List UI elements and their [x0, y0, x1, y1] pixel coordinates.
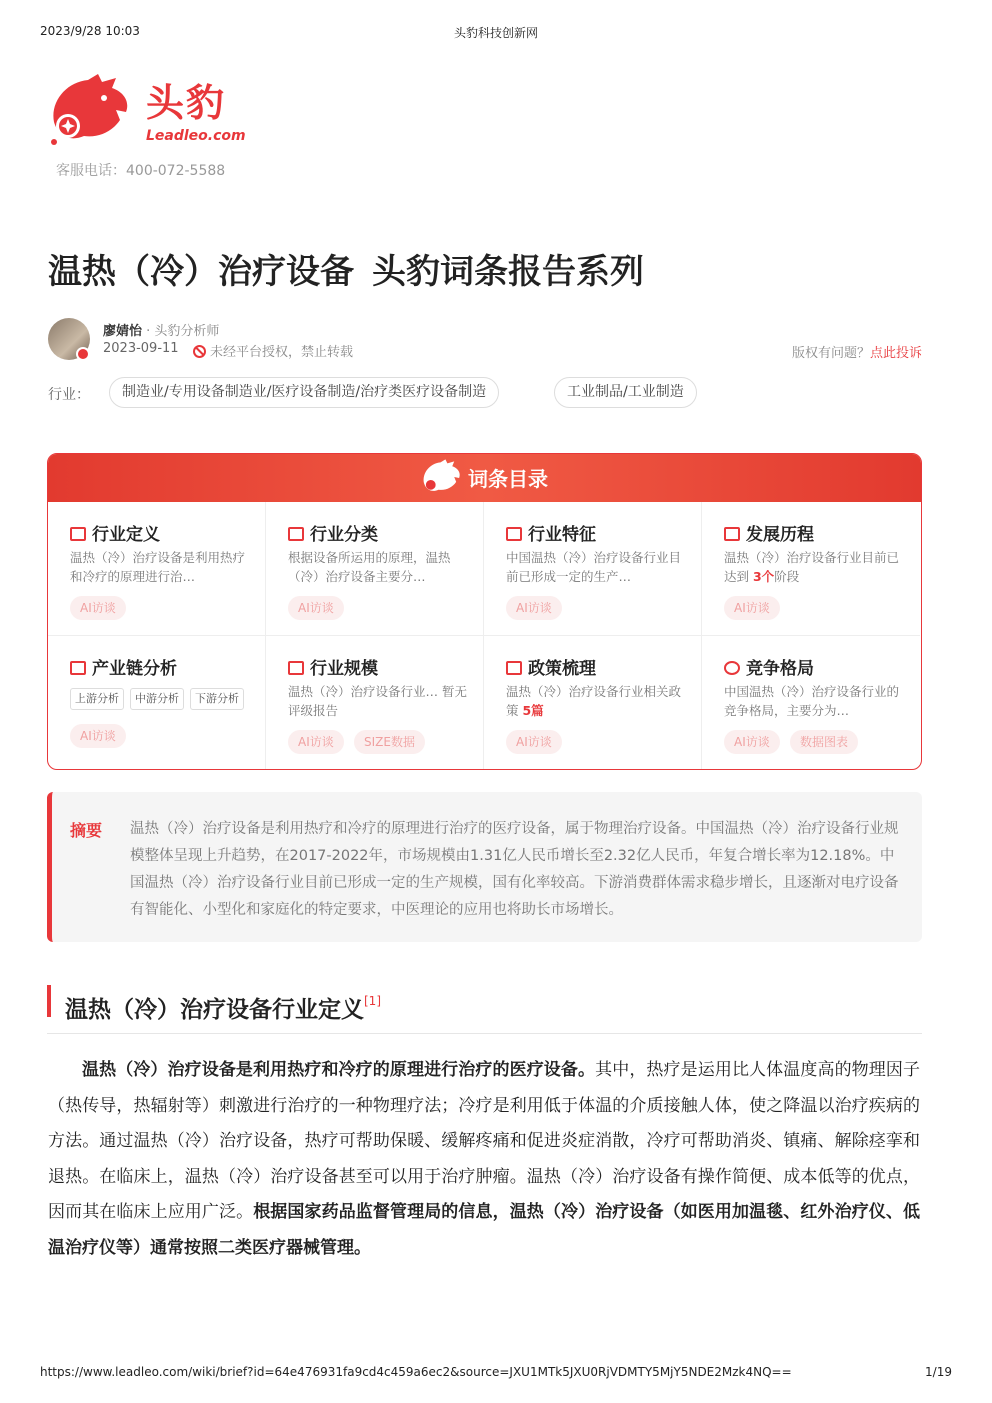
toc-item-features[interactable] — [484, 502, 702, 636]
ai-interview-chip[interactable]: AI访谈 — [724, 596, 780, 620]
avatar-badge-icon — [76, 347, 90, 361]
ai-interview-chip[interactable]: AI访谈 — [724, 730, 780, 754]
title-series: 头豹词条报告系列 — [372, 252, 644, 292]
toc-item-desc: 根据设备所运用的原理，温热（冷）治疗设备主要分… — [288, 550, 451, 584]
toc-item-title: 行业分类 — [310, 525, 378, 545]
author-name[interactable]: 廖婧怡 — [103, 324, 143, 339]
toc-item-title: 行业特征 — [528, 525, 596, 545]
footnote-ref[interactable]: [1] — [364, 994, 381, 1008]
brand-name-en: Leadleo.com — [146, 128, 246, 144]
toc-item-desc: 温热（冷）治疗设备行业目前已达到 3个阶段 — [724, 550, 900, 584]
leopard-logo-icon — [420, 458, 464, 498]
print-datetime: 2023/9/28 10:03 — [40, 24, 140, 38]
paragraph-body: 其中，热疗是运用比人体温度高的物理因子（热传导，热辐射等）刺激进行治疗的一种物理疗法；冷疗是利用低于体温的介质接触人体，使之降温以治疗疾病的方法。通过温热（冷）治疗设备，热疗可帮助保暖、缓解疼痛和促进炎症消散，冷疗可帮助消炎、镇痛、解除痉挛和退热。在临床上，温热（冷）治疗设备甚至可以用于治疗肿瘤。温热（冷）治疗设备有操作简便、成本低等的优点，因而其在临床上应用广泛。 — [48, 1060, 920, 1222]
ai-interview-chip[interactable]: AI访谈 — [506, 730, 562, 754]
industry-tag[interactable]: 制造业/专用设备制造业/医疗设备制造/治疗类医疗设备制造 — [109, 377, 499, 408]
industry-label: 行业： — [48, 387, 90, 403]
ai-interview-chip[interactable]: AI访谈 — [70, 724, 126, 748]
bar-chart-icon — [288, 661, 304, 675]
author-role: · 头豹分析师 — [142, 324, 220, 339]
search-doc-icon — [70, 527, 86, 541]
toc-item-title: 发展历程 — [746, 525, 814, 545]
data-chart-chip[interactable]: 数据图表 — [790, 730, 858, 754]
toc-item-title: 政策梳理 — [528, 659, 596, 679]
toc-item-competition[interactable] — [702, 636, 920, 770]
page-url: https://www.leadleo.com/wiki/brief?id=64e476931fa9cd4c459a6ec2&source=JXU1MTk5JXU0RjVDMTY5MjY5NDE2Mzk4NQ== — [40, 1365, 792, 1379]
brand-name-cn: 头豹 — [146, 81, 227, 125]
midstream-tag[interactable]: 中游分析 — [130, 688, 184, 710]
leopard-logo-icon — [46, 72, 136, 152]
summary-text: 温热（冷）治疗设备是利用热疗和冷疗的原理进行治疗的医疗设备，属于物理治疗设备。中国温热（冷）治疗设备行业规模整体呈现上升趋势，在2017-2022年，市场规模由1.31亿人民币增长至2.32亿人民币，年复合增长率为12.18%。中国温热（冷）治疗设备行业目前已形成一定的生产规模，国有化率较高。下游消费群体需求稳步增长，且逐渐对电疗设备有智能化、小型化和家庭化的特定要求，中医理论的应用也将助长市场增长。 — [130, 821, 899, 918]
publish-date: 2023-09-11 — [103, 341, 179, 356]
paragraph-bold-tail: 根据国家药品监督管理局的信息，温热（冷）治疗设备（如医用加温毯、红外治疗仪、低温治疗仪等）通常按照二类医疗器械管理。 — [48, 1202, 921, 1258]
repost-notice-text: 未经平台授权，禁止转载 — [210, 345, 354, 360]
summary-label: 摘要 — [70, 821, 103, 840]
paragraph-bold-lead: 温热（冷）治疗设备是利用热疗和冷疗的原理进行治疗的医疗设备。 — [82, 1060, 596, 1080]
timeline-icon — [724, 527, 740, 541]
toc-item-desc: 温热（冷）治疗设备是利用热疗和冷疗的原理进行治… — [70, 550, 246, 584]
title-main: 温热（冷）治疗设备 — [48, 252, 354, 292]
hierarchy-icon — [288, 527, 304, 541]
industry-tag[interactable]: 工业制品/工业制造 — [554, 377, 697, 408]
toc-item-scale[interactable] — [266, 636, 484, 770]
section-title — [47, 985, 381, 1023]
ai-interview-chip[interactable]: AI访谈 — [506, 596, 562, 620]
definition-paragraph — [48, 1053, 920, 1266]
toc-item-chain[interactable] — [48, 636, 266, 770]
toc-item-title: 行业规模 — [310, 659, 378, 679]
pie-chart-icon — [724, 661, 740, 675]
toc-item-title: 产业链分析 — [92, 659, 177, 679]
toc-item-policy[interactable] — [484, 636, 702, 770]
toc-item-definition[interactable] — [48, 502, 266, 636]
toc-item-desc: 中国温热（冷）治疗设备行业的竞争格局，主要分为… — [724, 684, 900, 718]
ai-interview-chip[interactable]: AI访谈 — [70, 596, 126, 620]
toc-header-label: 词条目录 — [468, 467, 548, 491]
toc-item-history[interactable] — [702, 502, 920, 636]
toc-header — [48, 454, 921, 502]
size-data-chip[interactable]: SIZE数据 — [354, 730, 425, 754]
complaint-link[interactable]: 点此投诉 — [869, 346, 922, 361]
section-divider — [47, 1033, 922, 1034]
page-title — [48, 244, 644, 293]
chain-icon — [70, 661, 86, 675]
print-header — [40, 24, 952, 40]
print-footer — [40, 1365, 952, 1381]
document-icon — [506, 661, 522, 675]
prohibited-icon — [193, 345, 206, 358]
table-of-contents — [47, 453, 922, 770]
section-title-text: 温热（冷）治疗设备行业定义 — [65, 997, 364, 1023]
print-site-name: 头豹科技创新网 — [453, 26, 538, 40]
brand-logo[interactable] — [46, 72, 246, 152]
author-line — [103, 320, 219, 339]
downstream-tag[interactable]: 下游分析 — [190, 688, 244, 710]
repost-notice — [193, 341, 353, 360]
toc-item-desc: 温热（冷）治疗设备行业… 暂无评级报告 — [288, 684, 467, 718]
page-number: 1/19 — [925, 1365, 952, 1379]
copyright-complaint — [792, 342, 922, 361]
chip-icon — [506, 527, 522, 541]
customer-hotline: 客服电话：400-072-5588 — [56, 163, 226, 179]
copyright-question: 版权有问题？ — [791, 346, 870, 361]
toc-item-title: 竞争格局 — [746, 659, 814, 679]
ai-interview-chip[interactable]: AI访谈 — [288, 596, 344, 620]
toc-item-desc: 温热（冷）治疗设备行业相关政策 5篇 — [506, 684, 682, 718]
toc-item-desc: 中国温热（冷）治疗设备行业目前已形成一定的生产… — [506, 550, 682, 584]
ai-interview-chip[interactable]: AI访谈 — [288, 730, 344, 754]
toc-item-title: 行业定义 — [92, 525, 160, 545]
toc-item-classification[interactable] — [266, 502, 484, 636]
summary-box — [47, 792, 922, 942]
upstream-tag[interactable]: 上游分析 — [70, 688, 124, 710]
